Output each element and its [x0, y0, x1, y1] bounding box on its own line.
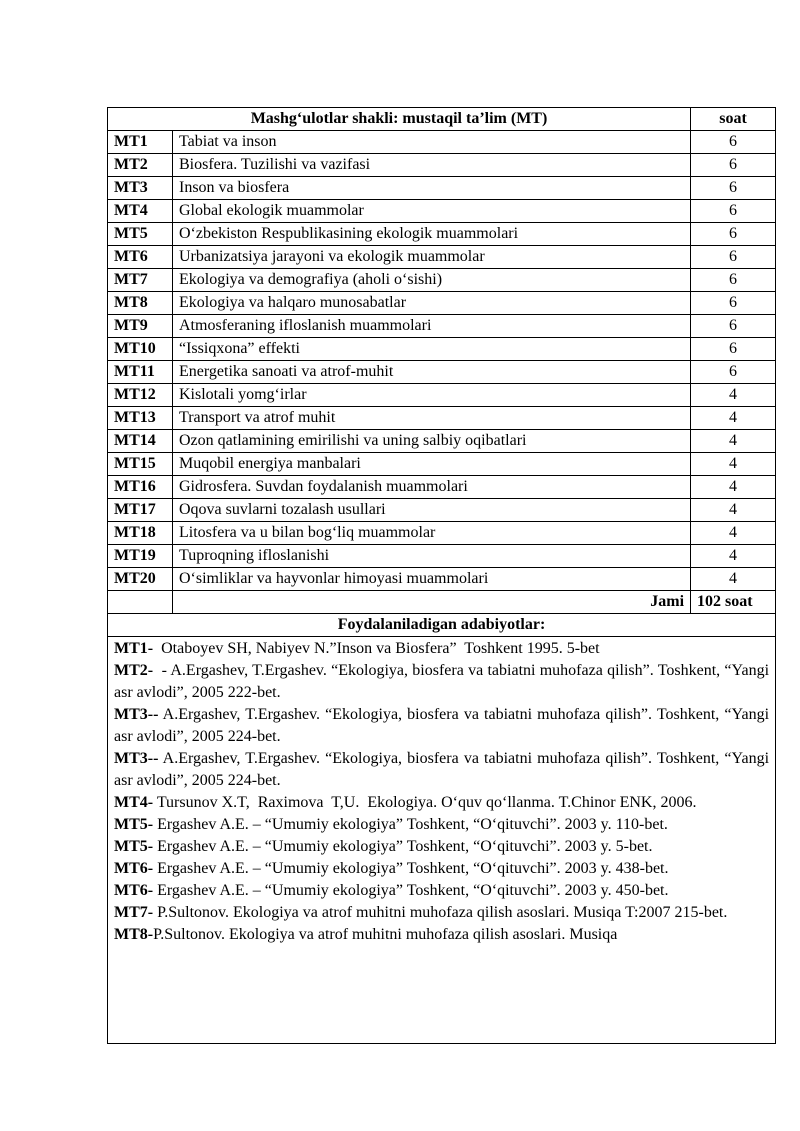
row-topic: Litosfera va u bilan bog‘liq muammolar: [173, 522, 691, 545]
literature-item-text: Ergashev A.E. – “Umumiy ekologiya” Toshkent, “O‘qituvchi”. 2003 y. 110-bet.: [153, 816, 668, 833]
row-hours: 6: [691, 200, 776, 223]
row-code: MT10: [108, 338, 173, 361]
row-hours: 6: [691, 246, 776, 269]
row-hours: 6: [691, 154, 776, 177]
row-topic: Energetika sanoati va atrof-muhit: [173, 361, 691, 384]
literature-item: [114, 880, 769, 902]
table-row: [108, 453, 776, 476]
literature-item: [114, 902, 769, 924]
literature-item-text: Ergashev A.E. – “Umumiy ekologiya” Toshkent, “O‘qituvchi”. 2003 y. 450-bet.: [153, 882, 669, 899]
row-topic: “Issiqxona” effekti: [173, 338, 691, 361]
row-code: MT19: [108, 545, 173, 568]
row-hours: 4: [691, 384, 776, 407]
table-row: [108, 223, 776, 246]
row-code: MT6: [108, 246, 173, 269]
table-row: [108, 430, 776, 453]
literature-item-text: A.Ergashev, T.Ergashev. “Ekologiya, biosfera va tabiatni muhofaza qilish”. Toshkent, “Yangi asr avlodi”, 2005 224-bet.: [114, 706, 774, 745]
literature-item-code: MT8-: [114, 926, 154, 943]
row-code: MT2: [108, 154, 173, 177]
row-code: MT8: [108, 292, 173, 315]
literature-item: [114, 638, 769, 660]
row-topic: Tabiat va inson: [173, 131, 691, 154]
literature-item-code: MT5-: [114, 816, 154, 833]
literature-item: [114, 858, 769, 880]
row-hours: 4: [691, 407, 776, 430]
literature-item: [114, 924, 769, 946]
row-topic: Kislotali yomg‘irlar: [173, 384, 691, 407]
row-code: MT3: [108, 177, 173, 200]
row-topic: O‘zbekiston Respublikasining ekologik muammolari: [173, 223, 691, 246]
literature-item-text: A.Ergashev, T.Ergashev. “Ekologiya, biosfera va tabiatni muhofaza qilish”. Toshkent, “Yangi asr avlodi”, 2005 224-bet.: [114, 750, 774, 789]
row-hours: 6: [691, 131, 776, 154]
literature-item-code: MT4-: [114, 794, 154, 811]
row-code: MT20: [108, 568, 173, 591]
header-hours: soat: [691, 108, 776, 131]
row-code: MT1: [108, 131, 173, 154]
header-title: Mashg‘ulotlar shakli: mustaqil ta’lim (MT): [108, 108, 691, 131]
literature-item-text: - A.Ergashev, T.Ergashev. “Ekologiya, biosfera va tabiatni muhofaza qilish”. Toshkent, “Yangi asr avlodi”, 2005 222-bet.: [114, 662, 774, 701]
literature-item-code: MT6-: [114, 860, 154, 877]
row-code: MT11: [108, 361, 173, 384]
row-code: MT17: [108, 499, 173, 522]
row-hours: 4: [691, 499, 776, 522]
document-page: [107, 107, 775, 1044]
literature-header-row: [108, 614, 776, 637]
literature-item-code: MT5-: [114, 838, 154, 855]
table-header-row: [108, 108, 776, 131]
row-hours: 4: [691, 430, 776, 453]
table-row: [108, 177, 776, 200]
literature-item-text: Tursunov X.T, Raximova T,U. Ekologiya. O‘quv qo‘llanma. T.Chinor ENK, 2006.: [153, 794, 697, 811]
table-row: [108, 499, 776, 522]
table-row: [108, 200, 776, 223]
table-row: [108, 476, 776, 499]
row-topic: Inson va biosfera: [173, 177, 691, 200]
row-code: MT16: [108, 476, 173, 499]
row-topic: Transport va atrof muhit: [173, 407, 691, 430]
literature-item: [114, 814, 769, 836]
table-row: [108, 338, 776, 361]
literature-item-code: MT3--: [114, 706, 159, 723]
literature-item: [114, 792, 769, 814]
row-topic: Ekologiya va demografiya (aholi o‘sishi): [173, 269, 691, 292]
total-label: Jami: [173, 591, 691, 614]
row-hours: 4: [691, 545, 776, 568]
row-topic: Oqova suvlarni tozalash usullari: [173, 499, 691, 522]
literature-list-clip: [114, 638, 774, 1042]
table-row: [108, 131, 776, 154]
literature-item-code: MT2-: [114, 662, 154, 679]
table-row: [108, 292, 776, 315]
literature-item: [114, 748, 774, 792]
row-code: MT18: [108, 522, 173, 545]
literature-item-text: Otaboyev SH, Nabiyev N.”Inson va Biosfera” Toshkent 1995. 5-bet: [153, 640, 600, 657]
row-topic: Ozon qatlamining emirilishi va uning salbiy oqibatlari: [173, 430, 691, 453]
row-topic: Ekologiya va halqaro munosabatlar: [173, 292, 691, 315]
row-topic: Atmosferaning ifloslanish muammolari: [173, 315, 691, 338]
literature-row: [108, 637, 776, 1044]
row-hours: 6: [691, 292, 776, 315]
row-code: MT15: [108, 453, 173, 476]
row-topic: O‘simliklar va hayvonlar himoyasi muammolari: [173, 568, 691, 591]
row-hours: 6: [691, 269, 776, 292]
row-hours: 4: [691, 568, 776, 591]
row-code: MT14: [108, 430, 173, 453]
row-topic: Muqobil energiya manbalari: [173, 453, 691, 476]
literature-item: [114, 704, 774, 748]
row-topic: Biosfera. Tuzilishi va vazifasi: [173, 154, 691, 177]
row-hours: 6: [691, 177, 776, 200]
literature-item: [114, 660, 774, 704]
row-hours: 4: [691, 453, 776, 476]
row-hours: 4: [691, 522, 776, 545]
literature-item-code: MT1-: [114, 640, 154, 657]
row-topic: Global ekologik muammolar: [173, 200, 691, 223]
row-topic: Urbanizatsiya jarayoni va ekologik muammolar: [173, 246, 691, 269]
literature-item-text: Ergashev A.E. – “Umumiy ekologiya” Toshkent, “O‘qituvchi”. 2003 y. 438-bet.: [153, 860, 669, 877]
row-code: MT4: [108, 200, 173, 223]
table-row: [108, 522, 776, 545]
total-row: [108, 591, 776, 614]
row-code: MT7: [108, 269, 173, 292]
literature-item-code: MT7-: [114, 904, 154, 921]
total-empty-cell: [108, 591, 173, 614]
literature-item-text: P.Sultonov. Ekologiya va atrof muhitni muhofaza qilish asoslari. Musiqa T:2007 215-bet.: [153, 904, 728, 921]
literature-title: Foydalaniladigan adabiyotlar:: [108, 614, 776, 637]
table-row: [108, 315, 776, 338]
row-hours: 4: [691, 476, 776, 499]
row-topic: Tuproqning ifloslanishi: [173, 545, 691, 568]
table-row: [108, 568, 776, 591]
table-row: [108, 246, 776, 269]
row-code: MT5: [108, 223, 173, 246]
table-row: [108, 269, 776, 292]
row-hours: 6: [691, 361, 776, 384]
table-row: [108, 361, 776, 384]
row-hours: 6: [691, 338, 776, 361]
row-code: MT9: [108, 315, 173, 338]
row-code: MT13: [108, 407, 173, 430]
literature-item: [114, 836, 769, 858]
literature-item-text: P.Sultonov. Ekologiya va atrof muhitni muhofaza qilish asoslari. Musiqa: [153, 926, 618, 943]
table-row: [108, 154, 776, 177]
literature-item-code: MT6-: [114, 882, 154, 899]
table-row: [108, 545, 776, 568]
row-hours: 6: [691, 315, 776, 338]
table-row: [108, 384, 776, 407]
literature-list: [108, 637, 776, 1044]
literature-item-code: MT3--: [114, 750, 159, 767]
independent-study-table: [107, 107, 776, 1044]
literature-item-text: Ergashev A.E. – “Umumiy ekologiya” Toshkent, “O‘qituvchi”. 2003 y. 5-bet.: [153, 838, 653, 855]
row-topic: Gidrosfera. Suvdan foydalanish muammolari: [173, 476, 691, 499]
row-hours: 6: [691, 223, 776, 246]
total-value: 102 soat: [691, 591, 776, 614]
table-row: [108, 407, 776, 430]
row-code: MT12: [108, 384, 173, 407]
